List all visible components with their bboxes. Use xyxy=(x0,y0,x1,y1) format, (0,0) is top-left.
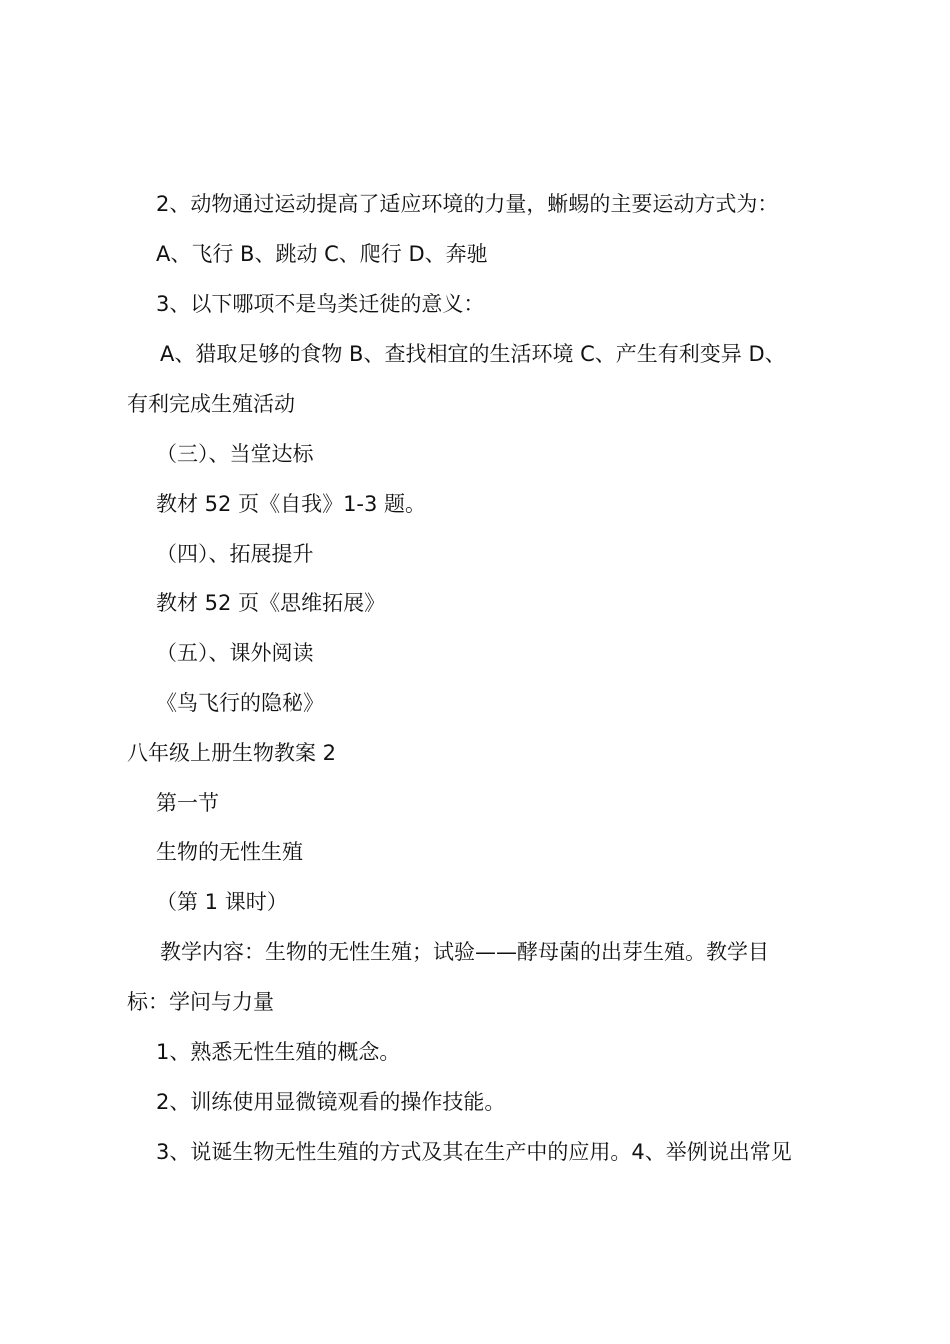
reading-title: 《鸟飞行的隐秘》 xyxy=(156,691,324,715)
question-2-text: 2、动物通过运动提高了适应环境的力量，蜥蜴的主要运动方式为： xyxy=(156,192,779,216)
lesson-period: （第 1 课时） xyxy=(156,890,288,914)
section-title: 生物的无性生殖 xyxy=(156,840,303,864)
question-3-options-continued: 有利完成生殖活动 xyxy=(127,392,295,416)
teaching-goal-heading: 标：学问与力量 xyxy=(127,990,274,1014)
question-2-options: A、飞行 B、跳动 C、爬行 D、奔驰 xyxy=(156,242,488,266)
section-number: 第一节 xyxy=(156,791,219,815)
goal-item-3-4: 3、说诞生物无性生殖的方式及其在生产中的应用。4、举例说出常见 xyxy=(156,1140,792,1164)
section-heading-4: （四）、拓展提升 xyxy=(156,542,314,566)
question-3-text: 3、以下哪项不是鸟类迁徙的意义： xyxy=(156,292,485,316)
lesson-plan-title: 八年级上册生物教案 2 xyxy=(127,741,337,765)
section-heading-5: （五）、课外阅读 xyxy=(156,641,314,665)
teaching-content: 教学内容：生物的无性生殖；试验——酵母菌的出芽生殖。教学目 xyxy=(160,940,769,964)
textbook-reference-2: 教材 52 页《思维拓展》 xyxy=(156,591,386,615)
question-3-options: A、猎取足够的食物 B、查找相宜的生活环境 C、产生有利变异 D、 xyxy=(160,342,786,366)
goal-item-2: 2、训练使用显微镜观看的操作技能。 xyxy=(156,1090,506,1114)
textbook-reference-1: 教材 52 页《自我》1-3 题。 xyxy=(156,492,427,516)
goal-item-1: 1、熟悉无性生殖的概念。 xyxy=(156,1040,401,1064)
section-heading-3: （三）、当堂达标 xyxy=(156,442,314,466)
